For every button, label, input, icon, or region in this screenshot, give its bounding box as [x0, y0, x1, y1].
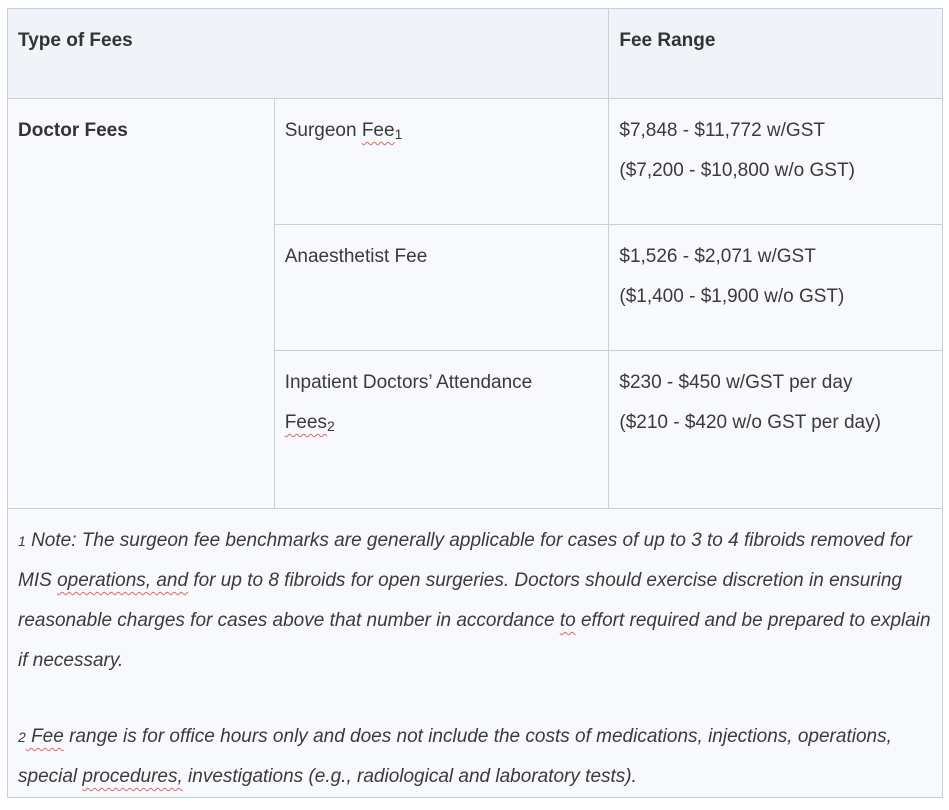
footnote-underlined: to [559, 610, 576, 631]
fee-range-surgeon [609, 99, 943, 225]
fee-name-text: Inpatient Doctors’ Attendance [284, 372, 533, 393]
fee-name-underlined: Fee [361, 120, 395, 141]
fee-name-anaesthetist [274, 225, 609, 351]
fee-name-text: Surgeon [284, 120, 362, 141]
category-doctor-fees: Doctor Fees [8, 99, 275, 509]
footnote-ref: 1 [394, 126, 403, 142]
footnote-1 [18, 521, 932, 681]
range-with-gst: $7,848 - $11,772 w/GST [619, 120, 825, 141]
spacer [18, 681, 932, 717]
footnote-text: investigations (e.g., radiological and laboratory tests). [182, 766, 637, 787]
footnotes-cell [8, 509, 943, 798]
fee-name-surgeon [274, 99, 609, 225]
header-type-of-fees: Type of Fees [8, 9, 609, 99]
header-fee-range: Fee Range [609, 9, 943, 99]
fee-range-anaesthetist [609, 225, 943, 351]
footnote-text: for up to 8 fibroids for open surgeries. Doctors should exercise discretion in ensuring reasonable charges for cases above that number in accordance [18, 570, 902, 631]
footnote-underlined: Fee [25, 726, 64, 747]
footnote-ref: 2 [326, 418, 335, 434]
notes-row [8, 509, 943, 798]
range-without-gst: ($7,200 - $10,800 w/o GST) [619, 160, 855, 181]
range-with-gst: $230 - $450 w/GST per day [619, 372, 853, 393]
footnote-text: range is for office hours only and does not include the costs of medications, injections, operations, special [18, 726, 892, 787]
range-with-gst: $1,526 - $2,071 w/GST [619, 246, 816, 267]
footnote-underlined: procedures, [82, 766, 183, 787]
footnote-text: Note: The surgeon fee benchmarks are generally applicable for cases of up to 3 to 4 fibroids removed for MIS [18, 530, 912, 591]
footnote-2 [18, 717, 932, 797]
fee-name-text: Anaesthetist Fee [284, 246, 428, 267]
range-without-gst: ($1,400 - $1,900 w/o GST) [619, 286, 845, 307]
table-header-row [8, 9, 943, 99]
fee-name-underlined: Fees [284, 412, 327, 433]
footnote-text: effort required and be prepared to explain if necessary. [18, 610, 931, 671]
range-without-gst: ($210 - $420 w/o GST per day) [619, 412, 881, 433]
fee-range-inpatient [609, 351, 943, 509]
footnote-underlined: operations, and [57, 570, 189, 591]
fees-table [7, 8, 943, 798]
fee-name-line2 [285, 403, 599, 443]
footnote-number: 2 [18, 729, 26, 745]
table-row [8, 99, 943, 225]
fee-name-inpatient [274, 351, 609, 509]
footnote-number: 1 [18, 533, 26, 549]
